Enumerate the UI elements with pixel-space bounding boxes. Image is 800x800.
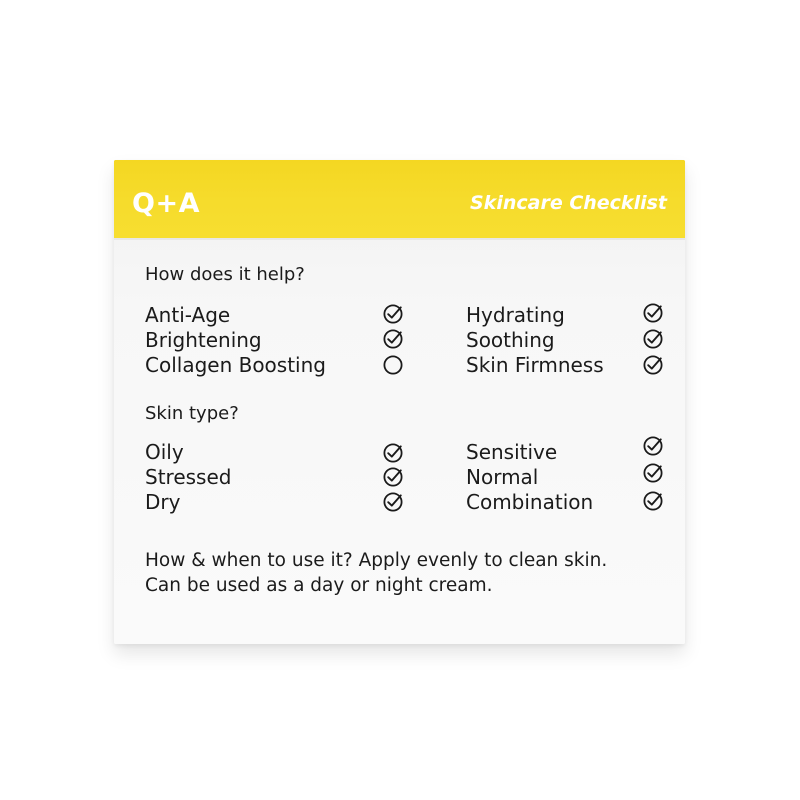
product-box — [114, 160, 685, 644]
band-divider — [114, 238, 685, 240]
usage-line-2: Can be used as a day or night cream. — [145, 575, 493, 596]
usage-instructions — [145, 548, 607, 598]
header-band — [114, 160, 685, 238]
check-circle-icon — [642, 435, 664, 457]
usage-line-1: How & when to use it? Apply evenly to clean skin. — [145, 550, 608, 571]
check-circle-icon — [642, 490, 664, 512]
skin-item-stressed: Stressed — [145, 465, 232, 489]
empty-circle-icon — [382, 354, 404, 376]
check-circle-icon — [382, 303, 404, 325]
check-circle-icon — [642, 302, 664, 324]
help-item-hydrating: Hydrating — [466, 303, 565, 327]
check-circle-icon — [382, 328, 404, 350]
check-circle-icon — [642, 462, 664, 484]
skin-item-dry: Dry — [145, 490, 181, 514]
check-circle-icon — [382, 466, 404, 488]
check-circle-icon — [382, 442, 404, 464]
help-item-collagen-boosting: Collagen Boosting — [145, 353, 326, 377]
help-heading: How does it help? — [145, 264, 305, 285]
skin-type-heading: Skin type? — [145, 403, 239, 424]
check-circle-icon — [642, 328, 664, 350]
skin-item-sensitive: Sensitive — [466, 440, 558, 464]
skin-item-normal: Normal — [466, 465, 539, 489]
help-item-skin-firmness: Skin Firmness — [466, 353, 604, 377]
help-item-soothing: Soothing — [466, 328, 555, 352]
help-item-brightening: Brightening — [145, 328, 262, 352]
check-circle-icon — [382, 491, 404, 513]
help-item-anti-age: Anti-Age — [145, 303, 231, 327]
brand-logo: Q+A — [132, 188, 200, 219]
check-circle-icon — [642, 354, 664, 376]
skin-item-combination: Combination — [466, 490, 594, 514]
skin-item-oily: Oily — [145, 440, 184, 464]
banner-title: Skincare Checklist — [470, 192, 667, 214]
